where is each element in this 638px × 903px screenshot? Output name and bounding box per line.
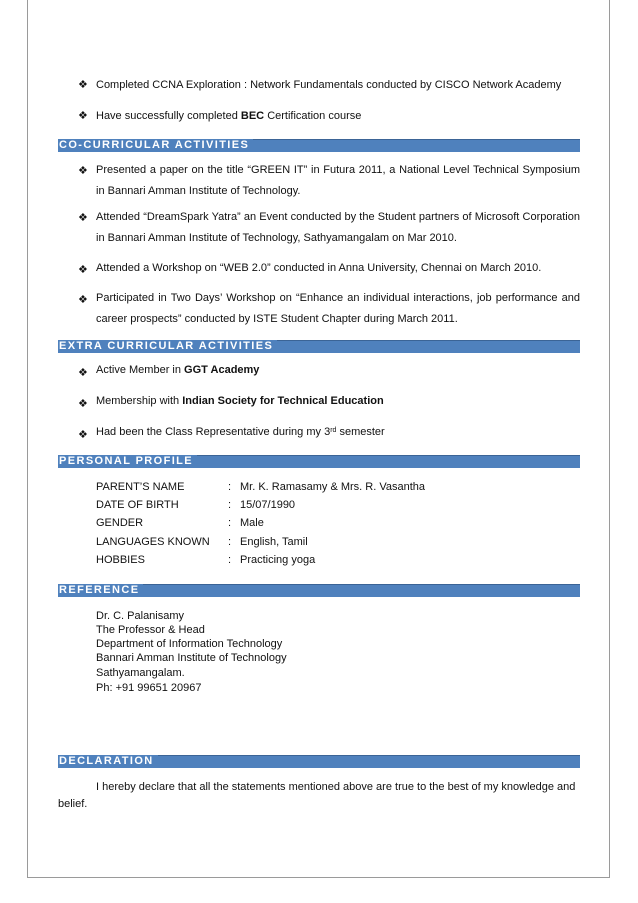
section-heading-personal-profile: PERSONAL PROFILE [58, 455, 197, 468]
profile-key: PARENT’S NAME [96, 481, 185, 493]
profile-separator: : [228, 499, 232, 511]
co-curricular-item: Attended “DreamSpark Yatra” an Event conducted by the Student partners of Microsoft Corporation in Bannari Amman Institute of Technology, Sathyamangalam on Mar 2010. [96, 211, 580, 244]
diamond-bullet-icon: ❖ [78, 429, 88, 441]
reference-line: Dr. C. Palanisamy [96, 610, 185, 622]
section-heading-bar [58, 755, 580, 768]
extra-curricular-item: Active Member in GGT Academy [96, 364, 260, 376]
profile-separator: : [228, 536, 232, 548]
extra-curricular-item: Membership with Indian Society for Technical Education [96, 395, 384, 407]
co-curricular-item: Participated in Two Days’ Workshop on “Enhance an individual interactions, job performance and career prospects” conducted by ISTE Student Chapter during March 2011. [96, 292, 580, 325]
profile-value: Mr. K. Ramasamy & Mrs. R. Vasantha [240, 481, 426, 493]
profile-key: DATE OF BIRTH [96, 499, 179, 511]
diamond-bullet-icon: ❖ [78, 398, 88, 410]
profile-key: HOBBIES [96, 554, 145, 566]
profile-value: 15/07/1990 [240, 499, 296, 511]
declaration-text: belief. [58, 798, 88, 810]
profile-separator: : [228, 481, 232, 493]
profile-separator: : [228, 517, 232, 529]
declaration-text: I hereby declare that all the statements mentioned above are true to the best of my knowledge and [96, 781, 576, 793]
section-heading-reference: REFERENCE [58, 584, 143, 597]
section-heading-bar [58, 340, 580, 353]
profile-key: LANGUAGES KNOWN [96, 536, 210, 548]
extra-curricular-item: Had been the Class Representative during my 3rd semester [96, 426, 385, 438]
diamond-bullet-icon: ❖ [78, 165, 88, 177]
diamond-bullet-icon: ❖ [78, 264, 88, 276]
diamond-bullet-icon: ❖ [78, 79, 88, 91]
section-heading-extra-curricular: EXTRA CURRICULAR ACTIVITIES [58, 340, 277, 353]
co-curricular-item: Presented a paper on the title “GREEN IT” in Futura 2011, a National Level Technical Symposium in Bannari Amman Institute of Technology. [96, 164, 580, 197]
co-curricular-item: Attended a Workshop on “WEB 2.0” conducted in Anna University, Chennai on March 2010. [96, 262, 542, 274]
reference-line: Bannari Amman Institute of Technology [96, 652, 287, 664]
diamond-bullet-icon: ❖ [78, 294, 88, 306]
diamond-bullet-icon: ❖ [78, 212, 88, 224]
section-heading-bar [58, 455, 580, 468]
section-heading-bar [58, 584, 580, 597]
diamond-bullet-icon: ❖ [78, 367, 88, 379]
profile-value: Male [240, 517, 264, 529]
profile-value: English, Tamil [240, 536, 308, 548]
reference-line: Ph: +91 99651 20967 [96, 682, 202, 694]
certification-item: Have successfully completed BEC Certification course [96, 110, 362, 122]
reference-line: Department of Information Technology [96, 638, 283, 650]
reference-line: The Professor & Head [96, 624, 205, 636]
section-heading-declaration: DECLARATION [58, 755, 158, 768]
profile-key: GENDER [96, 517, 144, 529]
diamond-bullet-icon: ❖ [78, 110, 88, 122]
section-heading-bar [58, 139, 580, 152]
certification-item: Completed CCNA Exploration : Network Fundamentals conducted by CISCO Network Academy [96, 79, 562, 91]
reference-line: Sathyamangalam. [96, 667, 185, 679]
profile-value: Practicing yoga [240, 554, 316, 566]
section-heading-co-curricular: CO-CURRICULAR ACTIVITIES [58, 139, 253, 152]
profile-separator: : [228, 554, 232, 566]
